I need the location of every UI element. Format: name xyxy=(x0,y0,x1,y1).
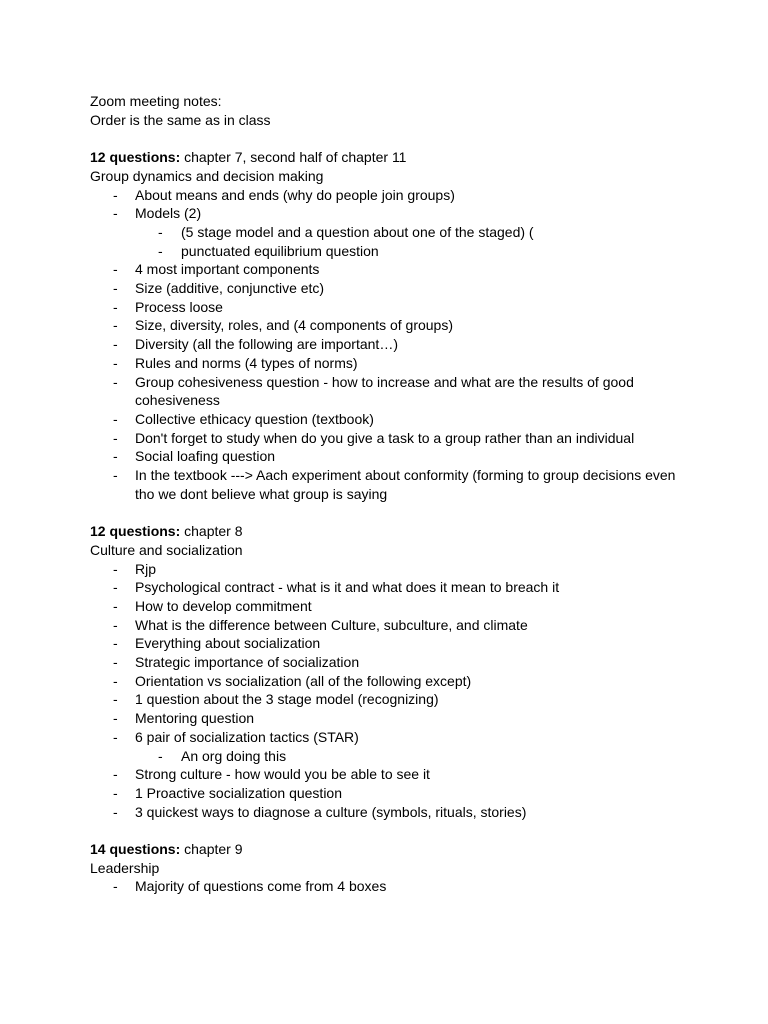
list-item-text: Models (2) xyxy=(135,205,202,222)
list-item-text: Social loafing question xyxy=(135,448,276,465)
list-item-text: Everything about socialization xyxy=(135,635,321,652)
list-item-text: 4 most important components xyxy=(135,261,320,278)
list-item xyxy=(90,354,690,373)
dash-bullet-icon: - xyxy=(113,317,118,334)
dash-bullet-icon: - xyxy=(113,784,118,801)
dash-bullet-icon: - xyxy=(113,410,118,427)
list-item-text: Rules and norms (4 types of norms) xyxy=(135,354,358,371)
bullet-list xyxy=(90,560,690,822)
list-item-text: Diversity (all the following are important…) xyxy=(135,336,398,353)
dash-bullet-icon: - xyxy=(113,616,118,633)
list-item-text: Strong culture - how would you be able to see it xyxy=(135,766,430,783)
list-item-text: Don't forget to study when do you give a task to a group rather than an individual xyxy=(135,429,635,446)
list-item xyxy=(90,672,690,691)
bullet-list xyxy=(90,186,690,504)
dash-bullet-icon: - xyxy=(113,354,118,371)
dash-bullet-icon: - xyxy=(113,373,118,390)
list-item xyxy=(90,560,690,579)
list-item xyxy=(90,597,690,616)
list-item xyxy=(90,429,690,448)
dash-bullet-icon: - xyxy=(113,336,118,353)
list-item-text: Collective ethicacy question (textbook) xyxy=(135,410,374,427)
list-item-text: 6 pair of socialization tactics (STAR) xyxy=(135,728,359,745)
dash-bullet-icon: - xyxy=(113,635,118,652)
dash-bullet-icon: - xyxy=(113,261,118,278)
list-item xyxy=(90,578,690,597)
dash-bullet-icon: - xyxy=(113,691,118,708)
section-topic: Leadership xyxy=(90,859,160,876)
bullet-list xyxy=(90,877,690,896)
section-heading xyxy=(90,840,690,859)
list-item xyxy=(90,709,690,728)
list-item-text: 1 Proactive socialization question xyxy=(135,784,343,801)
list-item xyxy=(90,690,690,709)
section-spacer xyxy=(90,129,690,148)
sub-list-item xyxy=(90,747,690,766)
dash-bullet-icon: - xyxy=(158,242,163,259)
list-item-text: An org doing this xyxy=(181,747,287,764)
dash-bullet-icon: - xyxy=(113,280,118,297)
dash-bullet-icon: - xyxy=(113,186,118,203)
intro-line-2: Order is the same as in class xyxy=(90,111,271,128)
section-heading xyxy=(90,148,690,167)
dash-bullet-icon: - xyxy=(113,597,118,614)
list-item xyxy=(90,298,690,317)
section-topic: Culture and socialization xyxy=(90,541,243,558)
list-item-text: Psychological contract - what is it and what does it mean to breach it xyxy=(135,579,560,596)
list-item xyxy=(90,335,690,354)
list-item-text: Rjp xyxy=(135,560,157,577)
dash-bullet-icon: - xyxy=(158,223,163,240)
section-topic: Group dynamics and decision making xyxy=(90,167,324,184)
section-spacer xyxy=(90,503,690,522)
list-item-text: punctuated equilibrium question xyxy=(181,242,379,259)
list-item xyxy=(90,634,690,653)
chapter-reference: chapter 8 xyxy=(180,523,243,540)
list-item-text: Process loose xyxy=(135,298,223,315)
list-item-text: 1 question about the 3 stage model (recognizing) xyxy=(135,691,439,708)
list-item xyxy=(90,204,690,223)
sub-list-item xyxy=(90,223,690,242)
section-spacer xyxy=(90,821,690,840)
list-item xyxy=(90,316,690,335)
list-item-text: In the textbook ---> Aach experiment about conformity (forming to group decisions even tho we dont believe what group is saying xyxy=(135,467,676,502)
list-item-text: Orientation vs socialization (all of the following except) xyxy=(135,672,472,689)
dash-bullet-icon: - xyxy=(113,298,118,315)
list-item-text: Mentoring question xyxy=(135,710,255,727)
list-item-text: What is the difference between Culture, subculture, and climate xyxy=(135,616,528,633)
dash-bullet-icon: - xyxy=(113,579,118,596)
dash-bullet-icon: - xyxy=(113,728,118,745)
question-count: 12 questions: xyxy=(90,149,181,166)
list-item xyxy=(90,616,690,635)
list-item-text: How to develop commitment xyxy=(135,597,312,614)
list-item-text: Size, diversity, roles, and (4 components of groups) xyxy=(135,317,454,334)
list-item xyxy=(90,765,690,784)
list-item xyxy=(90,803,690,822)
dash-bullet-icon: - xyxy=(158,747,163,764)
dash-bullet-icon: - xyxy=(113,654,118,671)
list-item xyxy=(90,447,690,466)
dash-bullet-icon: - xyxy=(113,560,118,577)
list-item xyxy=(90,877,690,896)
question-count: 14 questions: xyxy=(90,841,181,858)
dash-bullet-icon: - xyxy=(113,710,118,727)
list-item-text: 3 quickest ways to diagnose a culture (symbols, rituals, stories) xyxy=(135,803,527,820)
section-heading xyxy=(90,522,690,541)
list-item xyxy=(90,279,690,298)
sections-container xyxy=(90,129,690,896)
list-item xyxy=(90,373,690,410)
dash-bullet-icon: - xyxy=(113,205,118,222)
list-item-text: Size (additive, conjunctive etc) xyxy=(135,280,325,297)
list-item xyxy=(90,410,690,429)
chapter-reference: chapter 9 xyxy=(180,841,243,858)
list-item xyxy=(90,784,690,803)
sub-list-item xyxy=(90,242,690,261)
dash-bullet-icon: - xyxy=(113,429,118,446)
dash-bullet-icon: - xyxy=(113,878,118,895)
list-item-text: Strategic importance of socialization xyxy=(135,654,360,671)
dash-bullet-icon: - xyxy=(113,467,118,484)
document-page xyxy=(90,92,690,896)
list-item xyxy=(90,466,690,503)
list-item-text: (5 stage model and a question about one of the staged) ( xyxy=(181,223,534,240)
dash-bullet-icon: - xyxy=(113,672,118,689)
list-item xyxy=(90,186,690,205)
list-item xyxy=(90,728,690,747)
list-item-text: Majority of questions come from 4 boxes xyxy=(135,878,387,895)
dash-bullet-icon: - xyxy=(113,448,118,465)
list-item-text: Group cohesiveness question - how to increase and what are the results of good cohesiveness xyxy=(135,373,634,409)
list-item-text: About means and ends (why do people join groups) xyxy=(135,186,455,203)
question-count: 12 questions: xyxy=(90,523,181,540)
list-item xyxy=(90,653,690,672)
dash-bullet-icon: - xyxy=(113,803,118,820)
chapter-reference: chapter 7, second half of chapter 11 xyxy=(180,149,407,166)
list-item xyxy=(90,260,690,279)
dash-bullet-icon: - xyxy=(113,766,118,783)
intro-line-1: Zoom meeting notes: xyxy=(90,93,222,109)
